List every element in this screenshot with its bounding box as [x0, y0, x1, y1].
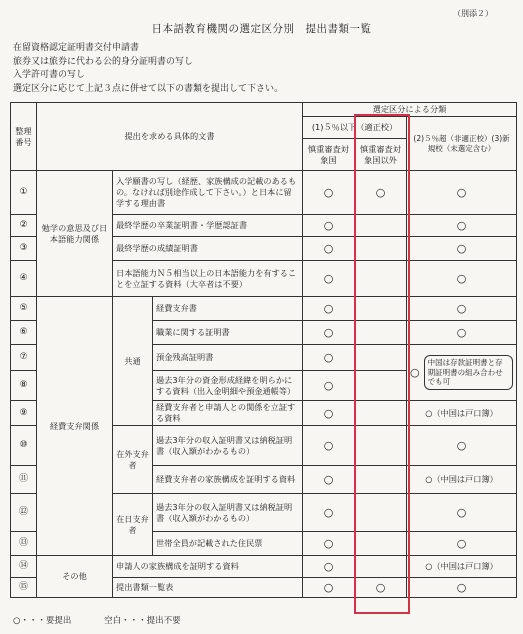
mark-other — [355, 556, 407, 578]
mark-all — [407, 345, 517, 401]
mark-careful: ○ — [303, 345, 355, 371]
mark-all: ○ — [407, 237, 517, 261]
mark-careful: ○ — [303, 578, 355, 598]
row-number: ⑭ — [11, 556, 37, 578]
documents-table — [10, 102, 517, 598]
category-other: その他 — [37, 556, 113, 598]
mark-all: ○（中国は戸口簿） — [407, 556, 517, 578]
row-doc: 最終学歴の卒業証明書・学歴認証書 — [113, 215, 303, 237]
row-doc: 経費支弁書 — [153, 297, 303, 321]
mark-all: ○ — [407, 578, 517, 598]
mark-careful: ○ — [303, 426, 355, 466]
mark-other — [355, 261, 407, 297]
mark-all: ○ — [407, 494, 517, 532]
intro-line: 選定区分に応じて上記３点に併せて以下の書類を提出して下さい。 — [13, 83, 284, 94]
row-doc: 世帯全員が記載された住民票 — [153, 532, 303, 556]
row-number: ④ — [11, 261, 37, 297]
row-doc: 過去3年分の収入証明書又は納税証明書（収入額がわかるもの） — [153, 426, 303, 466]
row-number: ⑫ — [11, 494, 37, 532]
mark-other — [355, 371, 407, 401]
row-number: ⑬ — [11, 532, 37, 556]
subcategory-abroad: 在外支弁者 — [113, 426, 153, 494]
note-china-deposit: 中国は存款証明書と存期証明書の組み合わせでも可 — [424, 355, 513, 390]
mark-careful: ○ — [303, 494, 355, 532]
row-doc: 日本語能力Ｎ５相当以上の日本語能力を有することを立証する資料（大卒者は不要） — [113, 261, 303, 297]
row-doc: 入学願書の写し（経歴、家族構成の記載のあるもの。なければ別途作成して下さい。）と日本に留学する理由書 — [113, 171, 303, 215]
subcategory-japan: 在日支弁者 — [113, 494, 153, 556]
header-docs: 提出を求める具体的文書 — [37, 103, 303, 171]
category-study: 勉学の意思及び日本語能力関係 — [37, 171, 113, 297]
row-number: ⑦ — [11, 345, 37, 371]
row-doc: 最終学歴の成績証明書 — [113, 237, 303, 261]
mark-other — [355, 215, 407, 237]
row-doc: 申請人の家族構成を証明する資料 — [113, 556, 303, 578]
row-number: ⑩ — [11, 426, 37, 466]
annex-label: （別添２） — [453, 9, 493, 18]
mark-careful: ○ — [303, 321, 355, 345]
mark-all: ○ — [407, 261, 517, 297]
mark-careful: ○ — [303, 371, 355, 401]
row-number: ① — [11, 171, 37, 215]
row-number: ⑪ — [11, 466, 37, 494]
row-doc: 過去3年分の収入証明書又は納税証明書（収入額がわかるもの） — [153, 494, 303, 532]
intro-line: 入学許可書の写し — [13, 70, 86, 80]
subcategory-common: 共通 — [113, 297, 153, 426]
row-number: ③ — [11, 237, 37, 261]
mark-other — [355, 321, 407, 345]
mark-other — [355, 345, 407, 371]
mark-other — [355, 466, 407, 494]
row-doc: 経費支弁者と申請人との関係を立証する資料 — [153, 401, 303, 426]
row-doc: 職業に関する証明書 — [153, 321, 303, 345]
mark-careful: ○ — [303, 401, 355, 426]
mark-other — [355, 297, 407, 321]
intro-block — [13, 42, 283, 96]
category-expense: 経費支弁関係 — [37, 297, 113, 556]
row-number: ⑧ — [11, 371, 37, 401]
row-number: ⑤ — [11, 297, 37, 321]
mark-other — [355, 494, 407, 532]
header-group1: (1)５％以下（適正校） — [303, 117, 407, 139]
mark-careful: ○ — [303, 297, 355, 321]
mark-careful: ○ — [303, 556, 355, 578]
legend-blank: 空白・・・提出不要 — [104, 616, 181, 626]
mark-all-symbol: ○ — [410, 366, 420, 379]
row-number: ⑥ — [11, 321, 37, 345]
mark-all: ○ — [407, 297, 517, 321]
mark-all: ○ — [407, 215, 517, 237]
row-number: ⑨ — [11, 401, 37, 426]
intro-line: 旅券又は旅券に代わる公的身分証明書の写し — [13, 56, 194, 67]
header-selection-group: 選定区分による分類 — [303, 103, 517, 117]
legend-required: ○・・・要提出 — [13, 616, 72, 626]
mark-careful: ○ — [303, 261, 355, 297]
header-number: 整理番号 — [11, 103, 37, 171]
mark-all: ○ — [407, 321, 517, 345]
intro-line: 在留資格認定証明書交付申請書 — [13, 43, 140, 53]
mark-other — [355, 401, 407, 426]
mark-careful: ○ — [303, 466, 355, 494]
mark-all: ○ — [407, 171, 517, 215]
row-number: ② — [11, 215, 37, 237]
mark-careful: ○ — [303, 532, 355, 556]
row-doc: 過去3年分の資金形成経緯を明らかにする資料（出入金明細や預金通帳等） — [153, 371, 303, 401]
mark-other: ○ — [355, 171, 407, 215]
mark-careful: ○ — [303, 215, 355, 237]
page-title: 日本語教育機関の選定区分別 提出書類一覧 — [151, 23, 372, 35]
header-careful: 慎重審査対象国 — [303, 139, 355, 171]
legend — [13, 614, 211, 626]
mark-careful: ○ — [303, 171, 355, 215]
header-group2: (2)５％超（非適正校）(3)新規校（未選定含む） — [407, 117, 517, 171]
mark-all: ○（中国は戸口簿） — [407, 401, 517, 426]
row-doc: 提出書類一覧表 — [113, 578, 303, 598]
mark-other — [355, 237, 407, 261]
mark-other — [355, 532, 407, 556]
mark-all: ○（中国は戸口簿） — [407, 466, 517, 494]
mark-all: ○ — [407, 532, 517, 556]
row-doc: 経費支弁者の家族構成を証明する資料 — [153, 466, 303, 494]
header-other: 慎重審査対象国以外 — [355, 139, 407, 171]
mark-other: ○ — [355, 578, 407, 598]
row-number: ⑮ — [11, 578, 37, 598]
mark-careful: ○ — [303, 237, 355, 261]
mark-all: ○ — [407, 426, 517, 466]
row-doc: 預金残高証明書 — [153, 345, 303, 371]
mark-other — [355, 426, 407, 466]
